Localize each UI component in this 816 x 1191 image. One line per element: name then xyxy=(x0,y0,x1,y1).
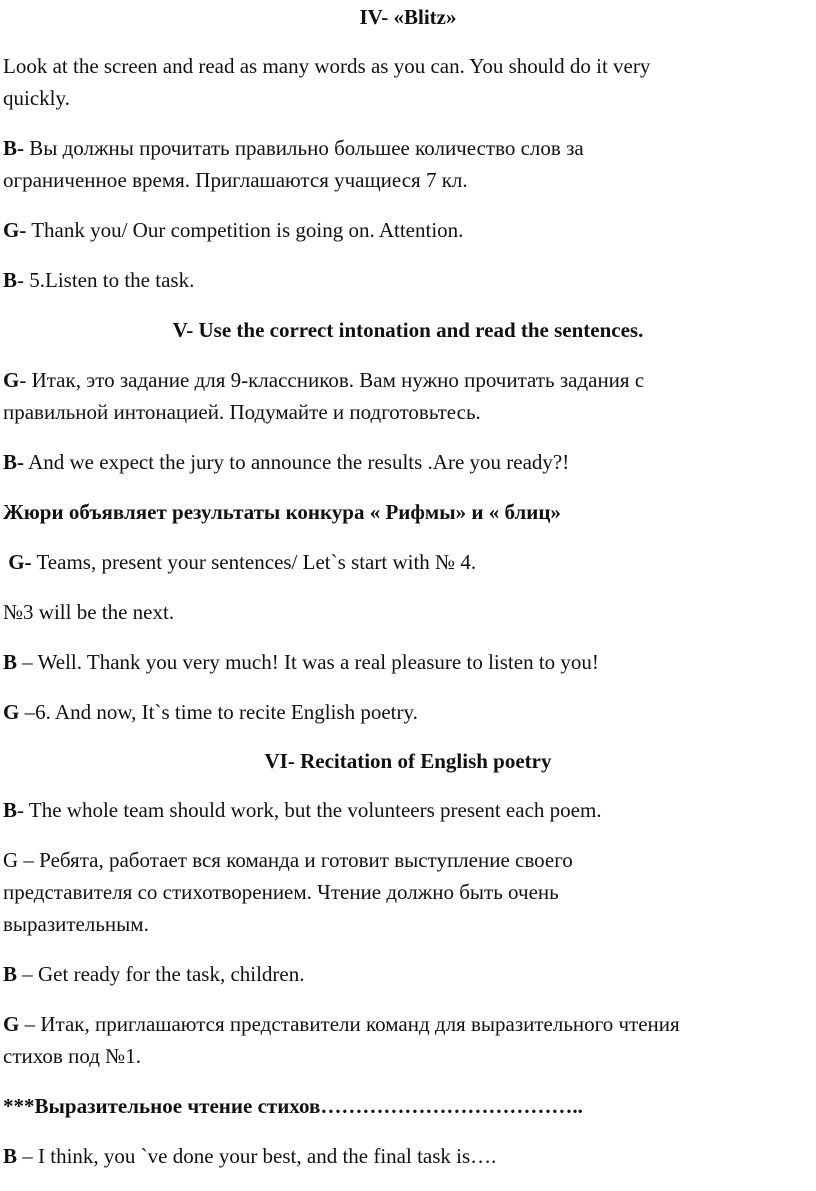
paragraph-next: №3 will be the next. xyxy=(3,600,175,624)
speaker-label: B xyxy=(3,650,18,674)
speaker-label: G- xyxy=(3,218,27,242)
heading-vi: VI- Recitation of English poetry xyxy=(264,749,552,773)
paragraph-g-intonation-line1: G- Итак, это задание для 9-классников. Вам нужно прочитать задания с xyxy=(3,368,645,392)
speaker-label: G- xyxy=(8,550,32,574)
speaker-label: B xyxy=(3,1144,18,1168)
speaker-label: B- xyxy=(3,450,24,474)
paragraph-b-listen: B- 5.Listen to the task. xyxy=(3,268,195,292)
paragraph-b-words-line1: B- Вы должны прочитать правильно большее количество слов за xyxy=(3,136,584,160)
paragraph-g-kids-line1: G – Ребята, работает вся команда и готовит выступление своего xyxy=(3,848,573,872)
speaker-label: B xyxy=(3,268,18,292)
paragraph-b-final: B – I think, you `ve done your best, and the final task is…. xyxy=(3,1144,497,1168)
speaker-label: G xyxy=(3,1012,20,1036)
paragraph-g-invite-line1: G – Итак, приглашаются представители команд для выразительного чтения xyxy=(3,1012,680,1036)
paragraph-b-ready: B – Get ready for the task, children. xyxy=(3,962,305,986)
paragraph-g-invite-line2: стихов под №1. xyxy=(3,1044,141,1068)
jury-announcement: Жюри объявляет результаты конкура « Рифмы» и « блиц» xyxy=(3,500,561,524)
paragraph-g-thanks: G- Thank you/ Our competition is going on. Attention. xyxy=(3,218,464,242)
paragraph-b-pleasure: B – Well. Thank you very much! It was a real pleasure to listen to you! xyxy=(3,650,599,674)
paragraph-b-team: B- The whole team should work, but the volunteers present each poem. xyxy=(3,798,602,822)
paragraph-g-teams: G- Teams, present your sentences/ Let`s start with № 4. xyxy=(8,550,477,574)
paragraph-intro-line1: Look at the screen and read as many words as you can. You should do it very xyxy=(3,54,651,78)
paragraph-intro-line2: quickly. xyxy=(3,86,70,110)
paragraph-g-poetry: G –6. And now, It`s time to recite English poetry. xyxy=(3,700,418,724)
paragraph-b-words-line2: ограниченное время. Приглашаются учащиеся 7 кл. xyxy=(3,168,468,192)
heading-iv: IV- «Blitz» xyxy=(359,5,457,29)
recitation-line: ***Выразительное чтение стихов……………………………….. xyxy=(3,1094,583,1118)
speaker-label: B- xyxy=(3,136,24,160)
speaker-label: B xyxy=(3,962,18,986)
speaker-label: G xyxy=(3,700,20,724)
paragraph-b-jury: B- And we expect the jury to announce the results .Are you ready?! xyxy=(3,450,570,474)
paragraph-g-kids-line3: выразительным. xyxy=(3,912,149,936)
paragraph-g-kids-line2: представителя со стихотворением. Чтение должно быть очень xyxy=(3,880,559,904)
speaker-label: B xyxy=(3,798,18,822)
speaker-label: G xyxy=(3,368,20,392)
heading-v: V- Use the correct intonation and read the sentences. xyxy=(172,318,644,342)
paragraph-g-intonation-line2: правильной интонацией. Подумайте и подготовьтесь. xyxy=(3,400,481,424)
